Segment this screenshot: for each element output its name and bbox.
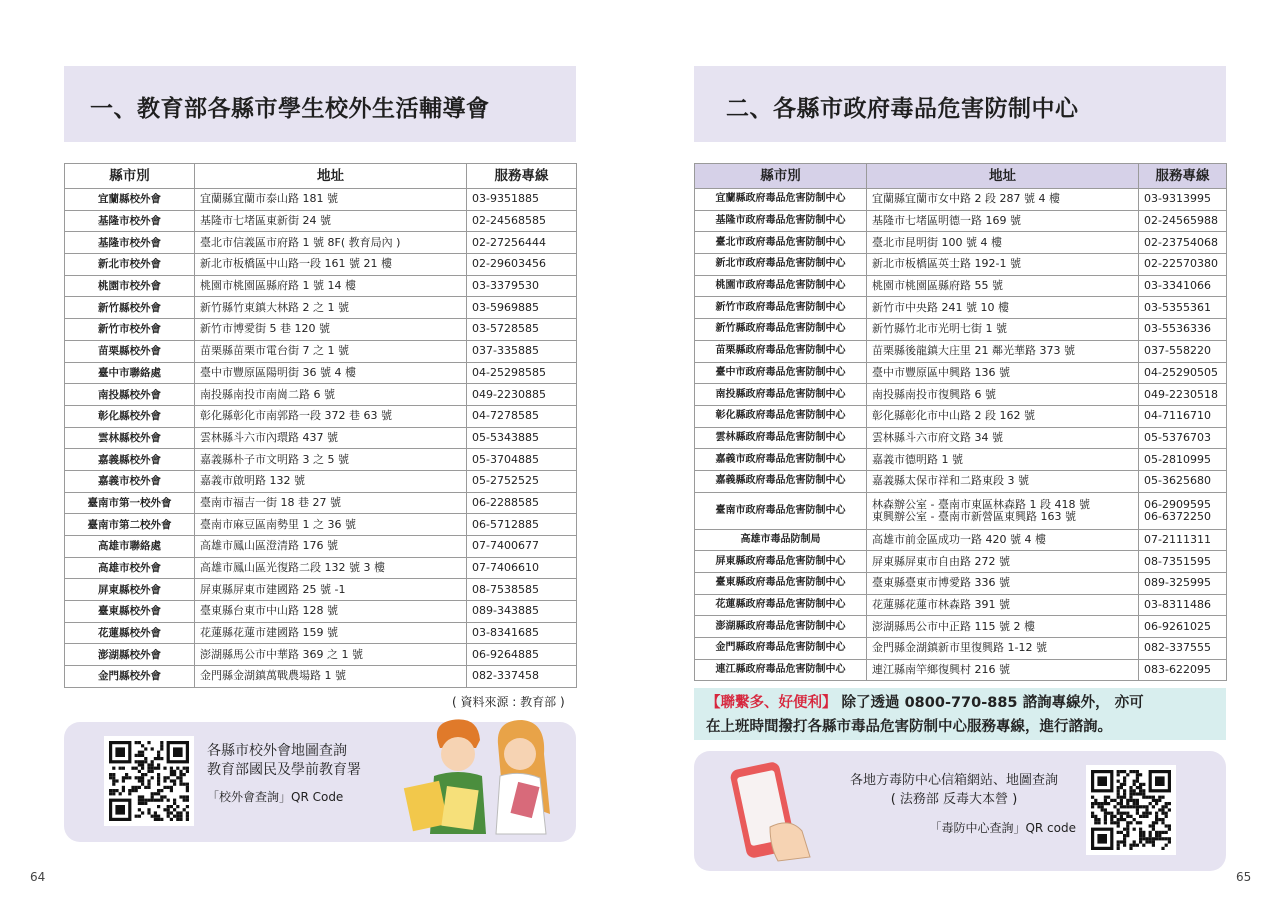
header-region: 縣市別 (65, 164, 195, 189)
table-row (65, 622, 577, 644)
address: 嘉義市啟明路 132 號 (195, 470, 467, 492)
right-title-banner (694, 66, 1226, 142)
left-qr-line-2: 教育部國民及學前教育署 (207, 762, 361, 778)
table-header-row (65, 164, 577, 189)
phone-number: 02-29603456 (467, 254, 577, 276)
phone-number: 03-5355361 (1139, 297, 1227, 319)
data-source-note: ( 資料來源 : 教育部 ) (452, 695, 565, 709)
table-row (695, 616, 1227, 638)
region-name: 嘉義市校外會 (65, 470, 195, 492)
header-address: 地址 (867, 164, 1139, 189)
region-name: 彰化縣校外會 (65, 405, 195, 427)
table-row (65, 514, 577, 536)
table-row (65, 666, 577, 688)
region-name: 宜蘭縣政府毒品危害防制中心 (695, 189, 867, 211)
address: 嘉義縣朴子市文明路 3 之 5 號 (195, 449, 467, 471)
table-row (695, 638, 1227, 660)
right-qr-caption: 「毒防中心查詢」QR code (929, 821, 1076, 835)
table-row (695, 594, 1227, 616)
region-name: 新竹縣校外會 (65, 297, 195, 319)
region-name: 花蓮縣政府毒品危害防制中心 (695, 594, 867, 616)
note-text-2: 在上班時間撥打各縣市毒品危害防制中心服務專線，進行諮詢。 (706, 719, 1112, 735)
phone-line: 06-6372250 (1144, 509, 1211, 523)
address: 屏東縣屏東市建國路 25 號 -1 (195, 579, 467, 601)
table-row (65, 232, 577, 254)
table-row (695, 551, 1227, 573)
table-row (65, 427, 577, 449)
address: 彰化縣彰化市中山路 2 段 162 號 (867, 405, 1139, 427)
region-name: 高雄市聯絡處 (65, 536, 195, 558)
region-name: 臺南市第一校外會 (65, 492, 195, 514)
table-row (65, 557, 577, 579)
table-row (65, 340, 577, 362)
table-row (695, 405, 1227, 427)
table-row (65, 254, 577, 276)
region-name: 金門縣政府毒品危害防制中心 (695, 638, 867, 660)
phone-number: 03-9351885 (467, 189, 577, 211)
address: 臺北市昆明街 100 號 4 樓 (867, 232, 1139, 254)
table-row (65, 449, 577, 471)
region-name: 澎湖縣校外會 (65, 644, 195, 666)
phone-number: 089-343885 (467, 601, 577, 623)
table-row (65, 210, 577, 232)
left-title-banner (64, 66, 576, 142)
phone-number: 049-2230518 (1139, 384, 1227, 406)
address: 臺南市福吉一街 18 巷 27 號 (195, 492, 467, 514)
phone-number: 04-7116710 (1139, 405, 1227, 427)
address: 澎湖縣馬公市中正路 115 號 2 樓 (867, 616, 1139, 638)
phone-number: 05-5343885 (467, 427, 577, 449)
address: 彰化縣彰化市南郭路一段 372 巷 63 號 (195, 405, 467, 427)
right-page-title: 二、各縣市政府毒品危害防制中心 (726, 96, 1079, 122)
phone-number: 05-3625680 (1139, 470, 1227, 492)
phone-number: 02-23754068 (1139, 232, 1227, 254)
table-row (65, 319, 577, 341)
phone-number: 04-25298585 (467, 362, 577, 384)
contact-note (694, 688, 1226, 740)
header-address: 地址 (195, 164, 467, 189)
table-row (695, 319, 1227, 341)
region-name: 嘉義縣政府毒品危害防制中心 (695, 470, 867, 492)
table-row (695, 340, 1227, 362)
table-row (65, 536, 577, 558)
table-row (65, 362, 577, 384)
note-highlight: 【聯繫多、好便利】 (706, 695, 837, 711)
region-name: 雲林縣校外會 (65, 427, 195, 449)
phone-in-hand-illustration (730, 757, 820, 867)
right-qr-code[interactable] (1086, 765, 1176, 855)
region-name: 金門縣校外會 (65, 666, 195, 688)
phone-number: 07-7400677 (467, 536, 577, 558)
address: 高雄市前金區成功一路 420 號 4 樓 (867, 529, 1139, 551)
table-row (65, 492, 577, 514)
region-name: 南投縣政府毒品危害防制中心 (695, 384, 867, 406)
region-name: 南投縣校外會 (65, 384, 195, 406)
phone-number: 05-3704885 (467, 449, 577, 471)
header-phone: 服務專線 (1139, 164, 1227, 189)
phone-number: 082-337458 (467, 666, 577, 688)
note-text-1: 除了透過 0800-770-885 諮詢專線外， 亦可 (836, 695, 1144, 711)
address: 嘉義市德明路 1 號 (867, 449, 1139, 471)
address: 新竹縣竹北市光明七街 1 號 (867, 319, 1139, 341)
address: 臺中市豐原區陽明街 36 號 4 樓 (195, 362, 467, 384)
phone-number: 05-2752525 (467, 470, 577, 492)
region-name: 臺南市第二校外會 (65, 514, 195, 536)
phone-number: 03-3341066 (1139, 275, 1227, 297)
address: 新竹市中央路 241 號 10 樓 (867, 297, 1139, 319)
phone-number: 03-9313995 (1139, 189, 1227, 211)
table-row (695, 427, 1227, 449)
table-row (65, 297, 577, 319)
table-row (695, 297, 1227, 319)
address: 臺中市豐原區中興路 136 號 (867, 362, 1139, 384)
phone-number: 03-3379530 (467, 275, 577, 297)
address: 桃園市桃園區縣府路 55 號 (867, 275, 1139, 297)
note-line-1 (706, 691, 1216, 715)
address: 南投縣南投市南崗二路 6 號 (195, 384, 467, 406)
table-row (65, 644, 577, 666)
address: 澎湖縣馬公市中華路 369 之 1 號 (195, 644, 467, 666)
address-line: 東興辦公室 - 臺南市新營區東興路 163 號 (872, 509, 1076, 523)
header-phone: 服務專線 (467, 164, 577, 189)
left-qr-text (207, 742, 361, 807)
address: 桃園市桃園區縣府路 1 號 14 樓 (195, 275, 467, 297)
phone-line: 06-2909595 (1144, 497, 1211, 511)
region-name: 臺北市政府毒品危害防制中心 (695, 232, 867, 254)
region-name: 苗栗縣校外會 (65, 340, 195, 362)
table-row (65, 189, 577, 211)
phone-number: 03-8311486 (1139, 594, 1227, 616)
kids-reading-illustration (400, 714, 560, 842)
region-name: 苗栗縣政府毒品危害防制中心 (695, 340, 867, 362)
right-qr-panel (694, 751, 1226, 871)
right-qr-text (832, 771, 1076, 838)
table-row (695, 232, 1227, 254)
phone-number: 02-27256444 (467, 232, 577, 254)
right-contact-table (694, 163, 1227, 681)
address: 屏東縣屏東市自由路 272 號 (867, 551, 1139, 573)
address: 新竹市博愛街 5 巷 120 號 (195, 319, 467, 341)
address: 基隆市七堵區明德一路 169 號 (867, 210, 1139, 232)
phone-number: 08-7351595 (1139, 551, 1227, 573)
region-name: 臺中市政府毒品危害防制中心 (695, 362, 867, 384)
address: 高雄市鳳山區光復路二段 132 號 3 樓 (195, 557, 467, 579)
table-row (695, 492, 1227, 529)
region-name: 嘉義縣校外會 (65, 449, 195, 471)
phone-number: 05-2810995 (1139, 449, 1227, 471)
header-region: 縣市別 (695, 164, 867, 189)
right-qr-line-2: ( 法務部 反毒大本營 ) (890, 792, 1018, 807)
table-row (65, 384, 577, 406)
phone-number: 049-2230885 (467, 384, 577, 406)
address: 雲林縣斗六市內環路 437 號 (195, 427, 467, 449)
region-name: 臺南市政府毒品危害防制中心 (695, 492, 867, 529)
phone-number: 037-558220 (1139, 340, 1227, 362)
region-name: 花蓮縣校外會 (65, 622, 195, 644)
right-page-number: 65 (1236, 870, 1252, 884)
region-name: 澎湖縣政府毒品危害防制中心 (695, 616, 867, 638)
left-page-title: 一、教育部各縣市學生校外生活輔導會 (90, 96, 490, 122)
phone-number: 08-7538585 (467, 579, 577, 601)
phone-number: 02-22570380 (1139, 254, 1227, 276)
address: 雲林縣斗六市府文路 34 號 (867, 427, 1139, 449)
table-row (695, 470, 1227, 492)
phone-number: 04-25290505 (1139, 362, 1227, 384)
phone-number: 082-337555 (1139, 638, 1227, 660)
address: 花蓮縣花蓮市林森路 391 號 (867, 594, 1139, 616)
address: 臺東縣臺東市博愛路 336 號 (867, 573, 1139, 595)
phone-number: 04-7278585 (467, 405, 577, 427)
table-row (695, 659, 1227, 681)
left-qr-code[interactable] (104, 736, 194, 826)
table-row (65, 275, 577, 297)
address: 南投縣南投市復興路 6 號 (867, 384, 1139, 406)
phone-number: 06-2288585 (467, 492, 577, 514)
region-name: 宜蘭縣校外會 (65, 189, 195, 211)
address: 宜蘭縣宜蘭市泰山路 181 號 (195, 189, 467, 211)
table-header-row (695, 164, 1227, 189)
phone-number: 037-335885 (467, 340, 577, 362)
phone-number: 03-8341685 (467, 622, 577, 644)
region-name: 基隆市校外會 (65, 232, 195, 254)
address: 臺北市信義區市府路 1 號 8F( 教育局內 ) (195, 232, 467, 254)
phone-number: 02-24568585 (467, 210, 577, 232)
phone-number: 03-5969885 (467, 297, 577, 319)
phone-number: 083-622095 (1139, 659, 1227, 681)
right-qr-line-1: 各地方毒防中心信箱網站、地圖查詢 (849, 773, 1058, 788)
address: 高雄市鳳山區澄清路 176 號 (195, 536, 467, 558)
phone-number: 03-5536336 (1139, 319, 1227, 341)
table-row (65, 601, 577, 623)
table-row (695, 573, 1227, 595)
region-name: 新竹市政府毒品危害防制中心 (695, 297, 867, 319)
left-page-number: 64 (30, 870, 46, 884)
phone-number: 089-325995 (1139, 573, 1227, 595)
region-name: 臺中市聯絡處 (65, 362, 195, 384)
table-row (695, 189, 1227, 211)
table-row (695, 529, 1227, 551)
phone-number: 07-2111311 (1139, 529, 1227, 551)
address: 臺東縣台東市中山路 128 號 (195, 601, 467, 623)
left-contact-table (64, 163, 577, 688)
region-name: 雲林縣政府毒品危害防制中心 (695, 427, 867, 449)
table-row (695, 449, 1227, 471)
phone-number (1139, 492, 1227, 529)
phone-number: 05-5376703 (1139, 427, 1227, 449)
region-name: 連江縣政府毒品危害防制中心 (695, 659, 867, 681)
phone-number: 06-9261025 (1139, 616, 1227, 638)
region-name: 臺東縣校外會 (65, 601, 195, 623)
address: 苗栗縣苗栗市電台街 7 之 1 號 (195, 340, 467, 362)
address: 新竹縣竹東鎮大林路 2 之 1 號 (195, 297, 467, 319)
address: 嘉義縣太保市祥和二路東段 3 號 (867, 470, 1139, 492)
address: 臺南市麻豆區南勢里 1 之 36 號 (195, 514, 467, 536)
region-name: 基隆市校外會 (65, 210, 195, 232)
region-name: 新竹縣政府毒品危害防制中心 (695, 319, 867, 341)
region-name: 新北市政府毒品危害防制中心 (695, 254, 867, 276)
address (867, 492, 1139, 529)
region-name: 桃園市政府毒品危害防制中心 (695, 275, 867, 297)
address: 苗栗縣後龍鎮大庄里 21 鄰光華路 373 號 (867, 340, 1139, 362)
left-qr-caption: 「校外會查詢」QR Code (207, 790, 344, 804)
address: 金門縣金湖鎮萬戰農場路 1 號 (195, 666, 467, 688)
left-qr-line-1: 各縣市校外會地圖查詢 (207, 743, 347, 759)
phone-number: 03-5728585 (467, 319, 577, 341)
region-name: 彰化縣政府毒品危害防制中心 (695, 405, 867, 427)
address: 新北市板橋區中山路一段 161 號 21 樓 (195, 254, 467, 276)
region-name: 新竹市校外會 (65, 319, 195, 341)
phone-number: 07-7406610 (467, 557, 577, 579)
left-qr-panel (64, 722, 576, 842)
table-row (65, 579, 577, 601)
region-name: 桃園市校外會 (65, 275, 195, 297)
region-name: 嘉義市政府毒品危害防制中心 (695, 449, 867, 471)
table-row (695, 384, 1227, 406)
table-row (65, 470, 577, 492)
address: 新北市板橋區英士路 192-1 號 (867, 254, 1139, 276)
address: 基隆市七堵區東新街 24 號 (195, 210, 467, 232)
table-row (695, 275, 1227, 297)
address: 花蓮縣花蓮市建國路 159 號 (195, 622, 467, 644)
address-line: 林森辦公室 - 臺南市東區林森路 1 段 418 號 (872, 497, 1090, 511)
address: 宜蘭縣宜蘭市女中路 2 段 287 號 4 樓 (867, 189, 1139, 211)
region-name: 高雄市校外會 (65, 557, 195, 579)
region-name: 高雄市毒品防制局 (695, 529, 867, 551)
table-row (695, 210, 1227, 232)
table-row (695, 362, 1227, 384)
table-row (695, 254, 1227, 276)
phone-number: 06-5712885 (467, 514, 577, 536)
address: 連江縣南竿鄉復興村 216 號 (867, 659, 1139, 681)
address: 金門縣金湖鎮新市里復興路 1-12 號 (867, 638, 1139, 660)
region-name: 基隆市政府毒品危害防制中心 (695, 210, 867, 232)
phone-number: 02-24565988 (1139, 210, 1227, 232)
table-row (65, 405, 577, 427)
region-name: 屏東縣政府毒品危害防制中心 (695, 551, 867, 573)
phone-number: 06-9264885 (467, 644, 577, 666)
region-name: 新北市校外會 (65, 254, 195, 276)
region-name: 屏東縣校外會 (65, 579, 195, 601)
region-name: 臺東縣政府毒品危害防制中心 (695, 573, 867, 595)
